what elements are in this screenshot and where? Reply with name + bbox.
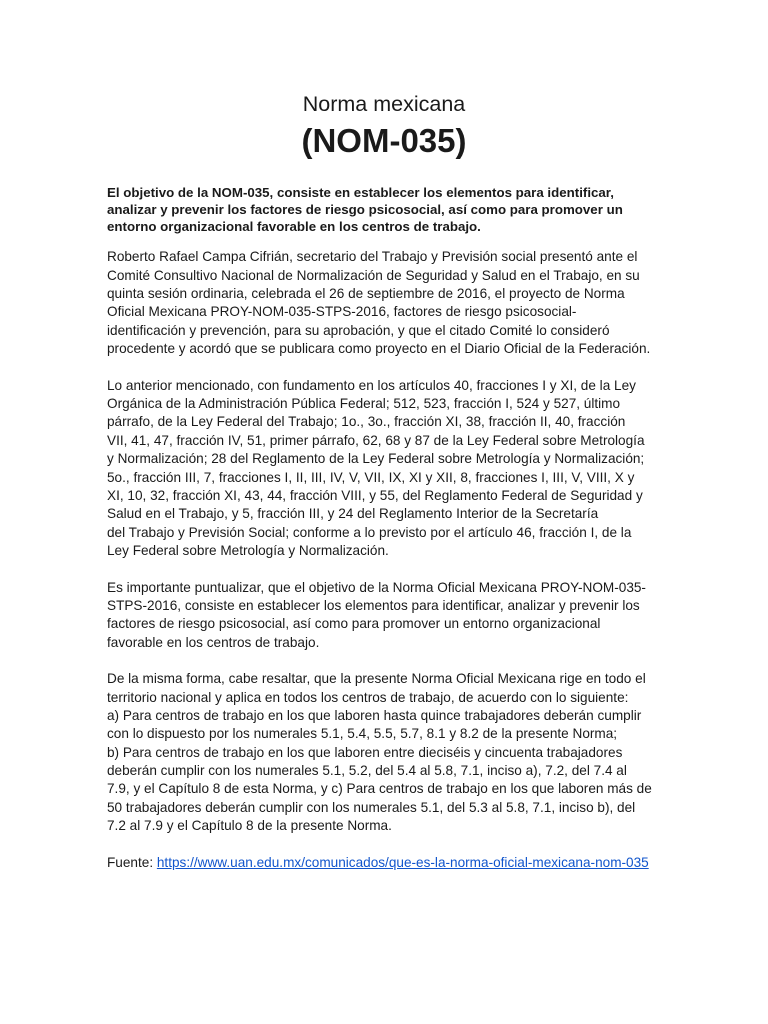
text-line: VII, 41, 47, fracción IV, 51, primer párrafo, 62, 68 y 87 de la Ley Federal sobre Metrología <box>107 432 645 448</box>
text-line: Ley Federal sobre Metrología y Normalización. <box>107 542 389 558</box>
text-line: De la misma forma, cabe resaltar, que la presente Norma Oficial Mexicana rige en todo el <box>107 671 646 687</box>
text-line: factores de riesgo psicosocial, así como para promover un entorno organizacional <box>107 616 601 632</box>
text-line: 7.9, y el Capítulo 8 de esta Norma, y c) Para centros de trabajo en los que laboren más de <box>107 781 652 797</box>
text-line: 50 trabajadores deberán cumplir con los numerales 5.1, del 5.3 al 5.8, 7.1, inciso b), del <box>107 799 636 815</box>
source-link[interactable]: https://www.uan.edu.mx/comunicados/que-es-la-norma-oficial-mexicana-nom-035 <box>156 854 649 870</box>
text-line: XI, 10, 32, fracción XI, 43, 44, fracción VIII, y 55, del Reglamento Federal de Seguridad y <box>107 487 643 503</box>
text-line: El objetivo de la NOM-035, consiste en establecer los elementos para identificar, <box>107 185 614 200</box>
document-subtitle: (NOM-035) <box>301 122 467 159</box>
text-line: Lo anterior mencionado, con fundamento en los artículos 40, fracciones I y XI, de la Ley <box>107 377 636 393</box>
lead-paragraph <box>107 185 663 235</box>
text-line: quinta sesión ordinaria, celebrada el 26 de septiembre de 2016, el proyecto de Norma <box>107 286 625 302</box>
text-line: párrafo, de la Ley Federal del Trabajo; 1o., 3o., fracción XI, 38, fracción II, 40, fracción <box>107 414 626 430</box>
text-line: Comité Consultivo Nacional de Normalización de Seguridad y Salud en el Trabajo, en su <box>107 267 640 283</box>
document-body <box>107 185 663 890</box>
paragraph-proposal <box>107 248 663 358</box>
paragraph-scope <box>107 670 663 835</box>
text-line: 5o., fracción III, 7, fracciones I, II, III, IV, V, VII, IX, XI y XII, 8, fracciones I, III, V, VIII, X y <box>107 469 635 485</box>
text-line: a) Para centros de trabajo en los que laboren hasta quince trabajadores deberán cumplir <box>107 707 642 723</box>
source-paragraph <box>107 854 663 872</box>
text-line: con lo dispuesto por los numerales 5.1, 5.4, 5.5, 5.7, 8.1 y 8.2 de la presente Norma; <box>107 726 618 742</box>
source-label: Fuente: <box>107 854 157 870</box>
text-line: procedente y acordó que se publicara como proyecto en el Diario Oficial de la Federación. <box>107 341 651 357</box>
text-line: Orgánica de la Administración Pública Federal; 512, 523, fracción I, 524 y 527, último <box>107 396 621 412</box>
text-line: Salud en el Trabajo, y 5, fracción III, y 24 del Reglamento Interior de la Secretaría <box>107 506 599 522</box>
text-line: Oficial Mexicana PROY-NOM-035-STPS-2016, factores de riesgo psicosocial- <box>107 304 577 320</box>
text-line: del Trabajo y Previsión Social; conforme a lo previsto por el artículo 46, fracción I, de la <box>107 524 632 540</box>
text-line: STPS-2016, consiste en establecer los elementos para identificar, analizar y prevenir los <box>107 597 640 613</box>
text-line: analizar y prevenir los factores de riesgo psicosocial, así como para promover un <box>107 201 623 217</box>
text-line: y Normalización; 28 del Reglamento de la Ley Federal sobre Metrología y Normalización; <box>107 451 645 467</box>
text-line: identificación y prevención, para su aprobación, y que el citado Comité lo consideró <box>107 322 610 338</box>
document-title: Norma mexicana <box>302 92 466 116</box>
text-line: favorable en los centros de trabajo. <box>107 634 320 650</box>
text-line: b) Para centros de trabajo en los que laboren entre dieciséis y cincuenta trabajadores <box>107 744 623 760</box>
text-line: territorio nacional y aplica en todos los centros de trabajo, de acuerdo con lo siguiente: <box>107 689 629 705</box>
text-line: entorno organizacional favorable en los centros de trabajo. <box>107 218 481 234</box>
text-line: deberán cumplir con los numerales 5.1, 5.2, del 5.4 al 5.8, 7.1, inciso a), 7.2, del 7.4 al <box>107 763 627 779</box>
text-line: 7.2 al 7.9 y el Capítulo 8 de la presente Norma. <box>107 818 392 834</box>
text-line: Es importante puntualizar, que el objetivo de la Norma Oficial Mexicana PROY-NOM-035- <box>107 579 646 595</box>
paragraph-legal-basis <box>107 377 663 560</box>
text-line: Roberto Rafael Campa Cifrián, secretario del Trabajo y Previsión social presentó ante el <box>107 249 638 265</box>
paragraph-objective <box>107 579 663 652</box>
